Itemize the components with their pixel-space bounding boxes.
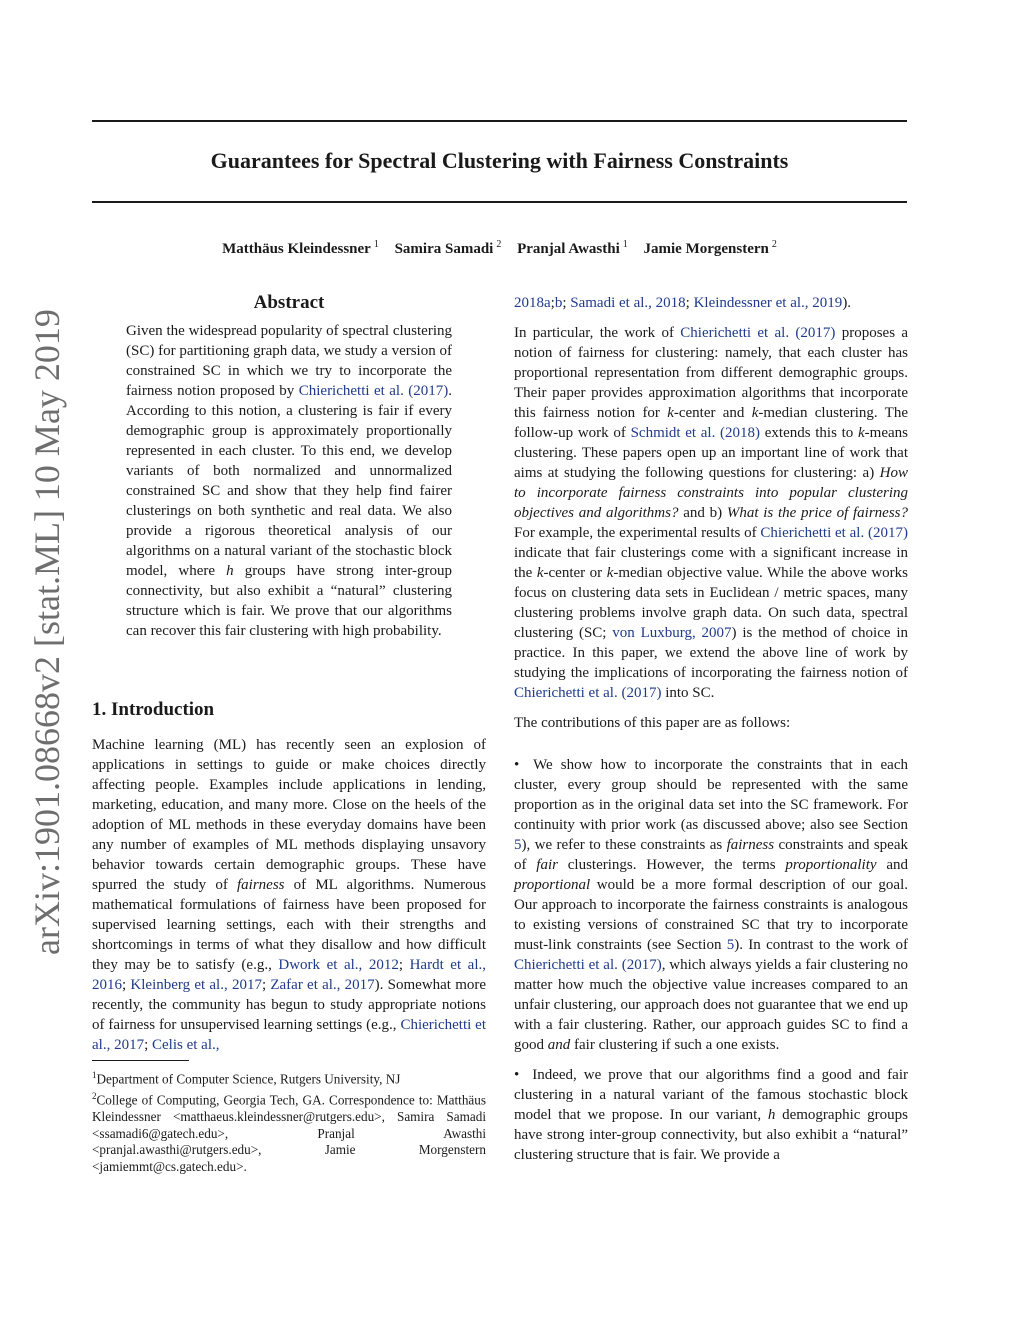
contribution-bullet-2: • Indeed, we prove that our algorithms find a good and fair clustering in a natural variant of the famous stochastic block model that we propose. In our variant, h demographic groups have strong inter-group connectivity, but also exhibit a “natural” clustering structure that is fair. We provide a <box>514 1067 908 1163</box>
paper-title: Guarantees for Spectral Clustering with Fairness Constraints <box>210 148 789 173</box>
citation-link[interactable]: Chierichetti et al., 2017 <box>92 1017 487 1053</box>
author: Jamie Morgenstern $^2$ <box>643 239 777 257</box>
footnotes <box>92 1060 486 1175</box>
citation-link[interactable]: Chierichetti et al. (2017) <box>514 685 662 701</box>
abstract-section <box>92 290 486 641</box>
body-paragraph: In particular, the work of Chierichetti et al. (2017) proposes a notion of fairness for clustering: namely, that each cluster has proportional representation from different demographic groups. Their paper provides approximation algorithms that incorporate this fairness notion for k-center and k-median clustering. The follow-up work of Schmidt et al. (2018) extends this to k-means clustering. These papers open up an important line of work that aims at studying the following questions for clustering: a) How to incorporate fairness constraints into popular clustering objectives and algorithms? and b) What is the price of fairness? For example, the experimental results of Chierichetti et al. (2017) indicate that fair clusterings come with a significant increase in the k-center or k-median objective value. While the above works focus on clustering data sets in Euclidean / metric spaces, many clustering problems involve graph data. On such data, spectral clustering (SC; von Luxburg, 2007) is the method of choice in practice. In this paper, we extend the above line of work by studying the implications of incorporating the fairness notion of Chierichetti et al. (2017) into SC. <box>514 325 908 701</box>
citation-link[interactable]: Chierichetti et al. (2017) <box>514 957 662 973</box>
abstract-heading: Abstract <box>253 292 325 313</box>
author: Pranjal Awasthi $^1$ <box>517 239 628 257</box>
continued-paragraph: 2018a;b; Samadi et al., 2018; Kleindessner et al., 2019). <box>514 295 852 311</box>
citation-link[interactable]: Celis et al., <box>152 1037 220 1053</box>
citation-link[interactable]: Samadi et al., 2018 <box>570 295 686 311</box>
title-rule-top <box>92 120 907 122</box>
citation-link[interactable]: Schmidt et al. (2018) <box>630 425 761 441</box>
footnote-1: $^1$Department of Computer Science, Rutgers University, NJ <box>92 1070 401 1087</box>
abstract-text: Given the widespread popularity of spectral clustering (SC) for partitioning graph data, we study a version of constrained SC in which we try to incorporate the fairness notion proposed by Chierichetti et al. (2017). According to this notion, a clustering is fair if every demographic group is approximately proportionally represented in each cluster. To this end, we develop variants of both normalized and unnormalized constrained SC and show that they help find fairer clusterings on both synthetic and real data. We also provide a rigorous theoretical analysis of our algorithms on a natural variant of the stochastic block model, where h groups have strong inter-group connectivity, but also exhibit a “natural” clustering structure which is fair. We prove that our algorithms can recover this fair clustering with high probability. <box>126 323 453 639</box>
citation-link[interactable]: 2018a <box>514 295 551 311</box>
citation-link[interactable]: von Luxburg, 2007 <box>612 625 732 641</box>
introduction-heading: 1. Introduction <box>92 699 215 720</box>
citation-link[interactable]: Zafar et al., 2017 <box>270 977 375 993</box>
title-rule-bottom <box>92 201 907 203</box>
footnote-rule <box>92 1060 189 1061</box>
section-link[interactable]: 5 <box>726 937 735 953</box>
right-column <box>514 293 908 1165</box>
citation-link[interactable]: Kleinberg et al., 2017 <box>130 977 262 993</box>
introduction-section <box>92 697 486 1055</box>
citation-link[interactable]: Hardt et al., 2016 <box>92 957 487 993</box>
citation-link[interactable]: Chierichetti et al. (2017) <box>760 525 908 541</box>
author: Samira Samadi $^2$ <box>394 239 502 257</box>
citation-link[interactable]: Chierichetti et al. (2017) <box>298 383 449 399</box>
bullet-icon: • <box>514 1067 520 1083</box>
author-list <box>92 234 907 260</box>
citation-link[interactable]: Kleindessner et al., 2019 <box>693 295 843 311</box>
contribution-bullet-1: • We show how to incorporate the constraints that in each cluster, every group should be represented with the same proportion as in the original data set into the SC framework. For continuity with prior work (as discussed above; also see Section 5), we refer to these constraints as fairness constraints and speak of fair clusterings. However, the terms proportionality and proportional would be a more formal description of our goal. Our approach to incorporate the fairness constraints is analogous to existing versions of constrained SC that try to incorporate must-link constraints (see Section 5). In contrast to the work of Chierichetti et al. (2017), which always yields a fair clustering no matter how much the objective value increases compared to an unfair clustering, our approach does not guarantee that we end up with a fair clustering. Rather, our approach guides SC to find a good and fair clustering if such a one exists. <box>514 757 908 1053</box>
citation-link[interactable]: b <box>554 295 563 311</box>
bullet-icon: • <box>514 757 520 773</box>
contributions-lead: The contributions of this paper are as follows: <box>514 715 791 731</box>
arxiv-identifier: arXiv:1901.08668v2 [stat.ML] 10 May 2019 <box>27 309 67 955</box>
citation-link[interactable]: Chierichetti et al. (2017) <box>680 325 836 341</box>
introduction-paragraph: Machine learning (ML) has recently seen an explosion of applications in settings to guide or make choices directly affecting people. Examples include applications in lending, marketing, education, and many more. Close on the heels of the adoption of ML methods in these everyday domains have been any number of examples of ML methods displaying unsavory behavior towards certain demographic groups. These have spurred the study of fairness of ML algorithms. Numerous mathematical formulations of fairness have been proposed for supervised learning settings, each with their strengths and shortcomings in terms of what they disallow and how difficult they may be to satisfy (e.g., Dwork et al., 2012; Hardt et al., 2016; Kleinberg et al., 2017; Zafar et al., 2017). Somewhat more recently, the community has begun to study appropriate notions of fairness for unsupervised learning settings (e.g., Chierichetti et al., 2017; Celis et al., <box>92 737 487 1053</box>
author: Matthäus Kleindessner $^1$ <box>222 239 379 257</box>
section-link[interactable]: 5 <box>514 837 522 853</box>
citation-link[interactable]: Dwork et al., 2012 <box>278 957 399 973</box>
footnote-2: $^2$College of Computing, Georgia Tech, GA. Correspondence to: Matthäus Kleindessner <matthaeus.kleindessner@rutgers.edu>, Samira Samadi <ssamadi6@gatech.edu>, Pranjal Awasthi <pranjal.awasthi@rutgers.edu>, Jamie Morgenstern <jamiemmt@cs.gatech.edu>. <box>92 1090 486 1174</box>
